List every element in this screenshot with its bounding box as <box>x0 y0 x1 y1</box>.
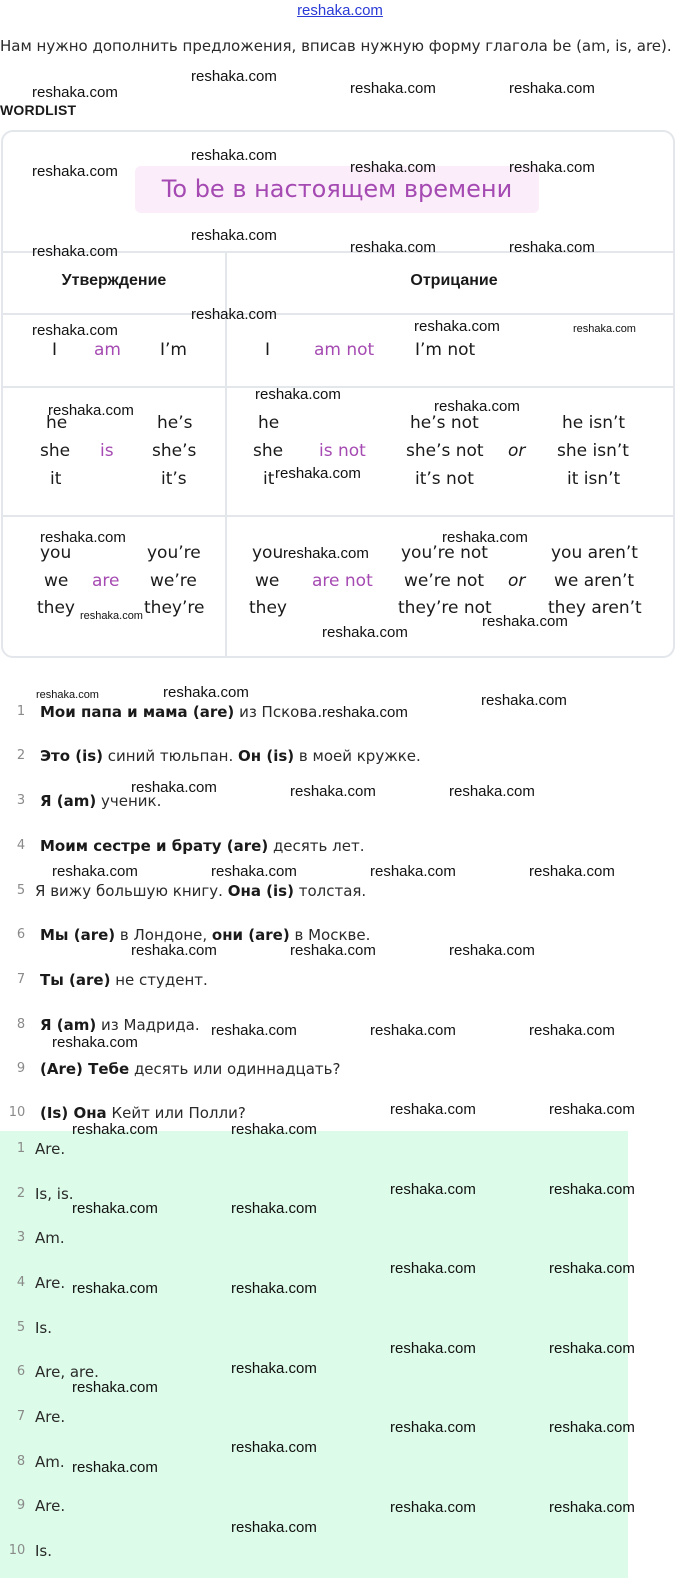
exercise-item: (Is) Она Кейт или Полли? <box>40 1104 246 1122</box>
exercise-item: Моим сестре и брату (are) десять лет. <box>40 837 365 855</box>
short-form: he’s <box>157 413 193 433</box>
watermark: reshaka.com <box>231 1121 317 1138</box>
watermark: reshaka.com <box>370 1022 456 1039</box>
exercise-item: (Are) Тебе десять или одиннадцать? <box>40 1060 341 1078</box>
watermark: reshaka.com <box>191 227 277 244</box>
watermark: reshaka.com <box>191 306 277 323</box>
watermark: reshaka.com <box>231 1280 317 1297</box>
short-form: we’re not <box>404 571 485 591</box>
exercise-item: Я вижу большую книгу. Она (is) толстая. <box>35 882 367 900</box>
verb-form: am <box>94 340 121 360</box>
watermark: reshaka.com <box>72 1200 158 1217</box>
verb-form: are <box>92 571 120 591</box>
watermark: reshaka.com <box>350 159 436 176</box>
verb-form: is not <box>319 441 366 461</box>
pronoun: we <box>44 571 69 591</box>
watermark: reshaka.com <box>549 1499 635 1516</box>
alt-form: it isn’t <box>567 469 621 489</box>
watermark: reshaka.com <box>390 1260 476 1277</box>
column-header-affirmative: Утверждение <box>61 272 167 289</box>
short-form: you’re <box>147 543 201 563</box>
watermark: reshaka.com <box>231 1439 317 1456</box>
watermark: reshaka.com <box>573 323 636 335</box>
watermark: reshaka.com <box>211 863 297 880</box>
verb-form: am not <box>314 340 375 360</box>
watermark: reshaka.com <box>131 779 217 796</box>
watermark: reshaka.com <box>32 84 118 101</box>
alt-form: he isn’t <box>562 413 626 433</box>
watermark: reshaka.com <box>72 1379 158 1396</box>
watermark: reshaka.com <box>509 80 595 97</box>
exercise-item: Я (am) из Мадрида. <box>40 1016 200 1034</box>
watermark: reshaka.com <box>72 1459 158 1476</box>
watermark: reshaka.com <box>414 318 500 335</box>
alt-form: we aren’t <box>554 571 635 591</box>
pronoun: he <box>258 413 280 433</box>
watermark: reshaka.com <box>390 1340 476 1357</box>
answer-number: 10 <box>8 1543 26 1558</box>
exercise-number: 3 <box>16 793 26 808</box>
answer-number: 8 <box>16 1454 26 1469</box>
watermark: reshaka.com <box>72 1121 158 1138</box>
watermark: reshaka.com <box>322 704 408 721</box>
watermark: reshaka.com <box>481 692 567 709</box>
pronoun: they <box>249 598 287 618</box>
answer-number: 9 <box>16 1498 26 1513</box>
alt-form: they aren’t <box>548 598 642 618</box>
watermark: reshaka.com <box>163 684 249 701</box>
watermark: reshaka.com <box>48 402 134 419</box>
answer-item: Are. <box>35 1497 66 1515</box>
watermark: reshaka.com <box>482 613 568 630</box>
watermark: reshaka.com <box>390 1101 476 1118</box>
watermark: reshaka.com <box>390 1181 476 1198</box>
pronoun: he <box>46 413 68 433</box>
or-label: or <box>508 571 526 591</box>
exercise-number: 10 <box>8 1105 26 1120</box>
watermark: reshaka.com <box>322 624 408 641</box>
watermark: reshaka.com <box>390 1419 476 1436</box>
watermark: reshaka.com <box>442 529 528 546</box>
alt-form: you aren’t <box>551 543 638 563</box>
exercise-number: 2 <box>16 748 26 763</box>
watermark: reshaka.com <box>290 783 376 800</box>
watermark: reshaka.com <box>350 80 436 97</box>
short-form: you’re not <box>401 543 488 563</box>
watermark: reshaka.com <box>549 1340 635 1357</box>
short-form: they’re not <box>398 598 492 618</box>
short-form: it’s not <box>415 469 474 489</box>
pronoun: she <box>253 441 284 461</box>
watermark: reshaka.com <box>32 243 118 260</box>
watermark: reshaka.com <box>283 545 369 562</box>
watermark: reshaka.com <box>370 863 456 880</box>
watermark: reshaka.com <box>549 1419 635 1436</box>
short-form: we’re <box>150 571 197 591</box>
answer-item: Is, is. <box>35 1185 74 1203</box>
watermark: reshaka.com <box>32 163 118 180</box>
watermark: reshaka.com <box>231 1519 317 1536</box>
column-header-negative: Отрицание <box>410 272 498 289</box>
watermark: reshaka.com <box>255 386 341 403</box>
watermark: reshaka.com <box>131 942 217 959</box>
watermark: reshaka.com <box>449 783 535 800</box>
answers-panel <box>0 1131 628 1578</box>
watermark: reshaka.com <box>52 863 138 880</box>
watermark: reshaka.com <box>191 147 277 164</box>
pronoun: we <box>255 571 280 591</box>
watermark: reshaka.com <box>80 610 143 622</box>
answer-item: Are. <box>35 1408 66 1426</box>
exercise-number: 1 <box>16 704 26 719</box>
watermark: reshaka.com <box>449 942 535 959</box>
watermark: reshaka.com <box>549 1101 635 1118</box>
intro-text: Нам нужно дополнить предложения, вписав нужную форму глагола be (am, is, are). <box>0 37 672 55</box>
exercise-item: Мы (are) в Лондоне, они (are) в Москве. <box>40 926 371 944</box>
short-form: I’m not <box>415 340 476 360</box>
watermark: reshaka.com <box>231 1200 317 1217</box>
pronoun: you <box>40 543 72 563</box>
pronoun: I <box>265 340 271 360</box>
answer-number: 2 <box>16 1186 26 1201</box>
short-form: she’s <box>152 441 197 461</box>
exercise-number: 5 <box>16 883 26 898</box>
watermark: reshaka.com <box>231 1360 317 1377</box>
answer-item: Am. <box>35 1229 65 1247</box>
verb-form: is <box>100 441 114 461</box>
answer-number: 3 <box>16 1230 26 1245</box>
watermark: reshaka.com <box>350 239 436 256</box>
short-form: it’s <box>161 469 187 489</box>
exercise-number: 7 <box>16 972 26 987</box>
answer-number: 7 <box>16 1409 26 1424</box>
answer-item: Are, are. <box>35 1363 99 1381</box>
exercise-number: 8 <box>16 1017 26 1032</box>
pronoun: you <box>252 543 284 563</box>
exercise-number: 9 <box>16 1061 26 1076</box>
watermark: reshaka.com <box>390 1499 476 1516</box>
answer-number: 4 <box>16 1275 26 1290</box>
watermark: reshaka.com <box>211 1022 297 1039</box>
exercise-number: 4 <box>16 838 26 853</box>
watermark: reshaka.com <box>509 159 595 176</box>
answer-item: Is. <box>35 1319 53 1337</box>
answer-item: Is. <box>35 1542 53 1560</box>
watermark: reshaka.com <box>40 529 126 546</box>
watermark: reshaka.com <box>72 1280 158 1297</box>
pronoun: she <box>40 441 71 461</box>
watermark: reshaka.com <box>275 465 361 482</box>
watermark: reshaka.com <box>191 68 277 85</box>
or-label: or <box>508 441 526 461</box>
table-divider <box>3 515 673 517</box>
answer-item: Am. <box>35 1453 65 1471</box>
watermark: reshaka.com <box>290 942 376 959</box>
alt-form: she isn’t <box>557 441 629 461</box>
exercise-item: Мои папа и мама (are) из Пскова. <box>40 703 323 721</box>
pronoun: it <box>50 469 62 489</box>
watermark: reshaka.com <box>529 863 615 880</box>
exercise-item: Ты (are) не студент. <box>40 971 208 989</box>
short-form: they’re <box>144 598 205 618</box>
watermark: reshaka.com <box>509 239 595 256</box>
watermark: reshaka.com <box>52 1034 138 1051</box>
watermark: reshaka.com <box>32 322 118 339</box>
watermark: reshaka.com <box>549 1260 635 1277</box>
watermark: reshaka.com <box>434 398 520 415</box>
table-title: To be в настоящем времени <box>161 175 513 203</box>
answer-number: 6 <box>16 1364 26 1379</box>
exercise-item: Это (is) синий тюльпан. Он (is) в моей кружке. <box>40 747 421 765</box>
exercise-item: Я (am) ученик. <box>40 792 162 810</box>
watermark: reshaka.com <box>549 1181 635 1198</box>
pronoun: I <box>52 340 58 360</box>
watermark: reshaka.com <box>529 1022 615 1039</box>
watermark: reshaka.com <box>36 689 99 701</box>
short-form: he’s not <box>410 413 479 433</box>
pronoun: it <box>263 469 275 489</box>
pronoun: they <box>37 598 75 618</box>
answer-number: 1 <box>16 1141 26 1156</box>
exercise-number: 6 <box>16 927 26 942</box>
answer-number: 5 <box>16 1320 26 1335</box>
short-form: I’m <box>160 340 187 360</box>
wordlist-label: WORDLIST <box>0 102 77 118</box>
answer-item: Are. <box>35 1140 66 1158</box>
answer-item: Are. <box>35 1274 66 1292</box>
site-link[interactable]: reshaka.com <box>297 2 383 19</box>
table-divider <box>3 313 673 315</box>
short-form: she’s not <box>406 441 484 461</box>
verb-form: are not <box>312 571 373 591</box>
